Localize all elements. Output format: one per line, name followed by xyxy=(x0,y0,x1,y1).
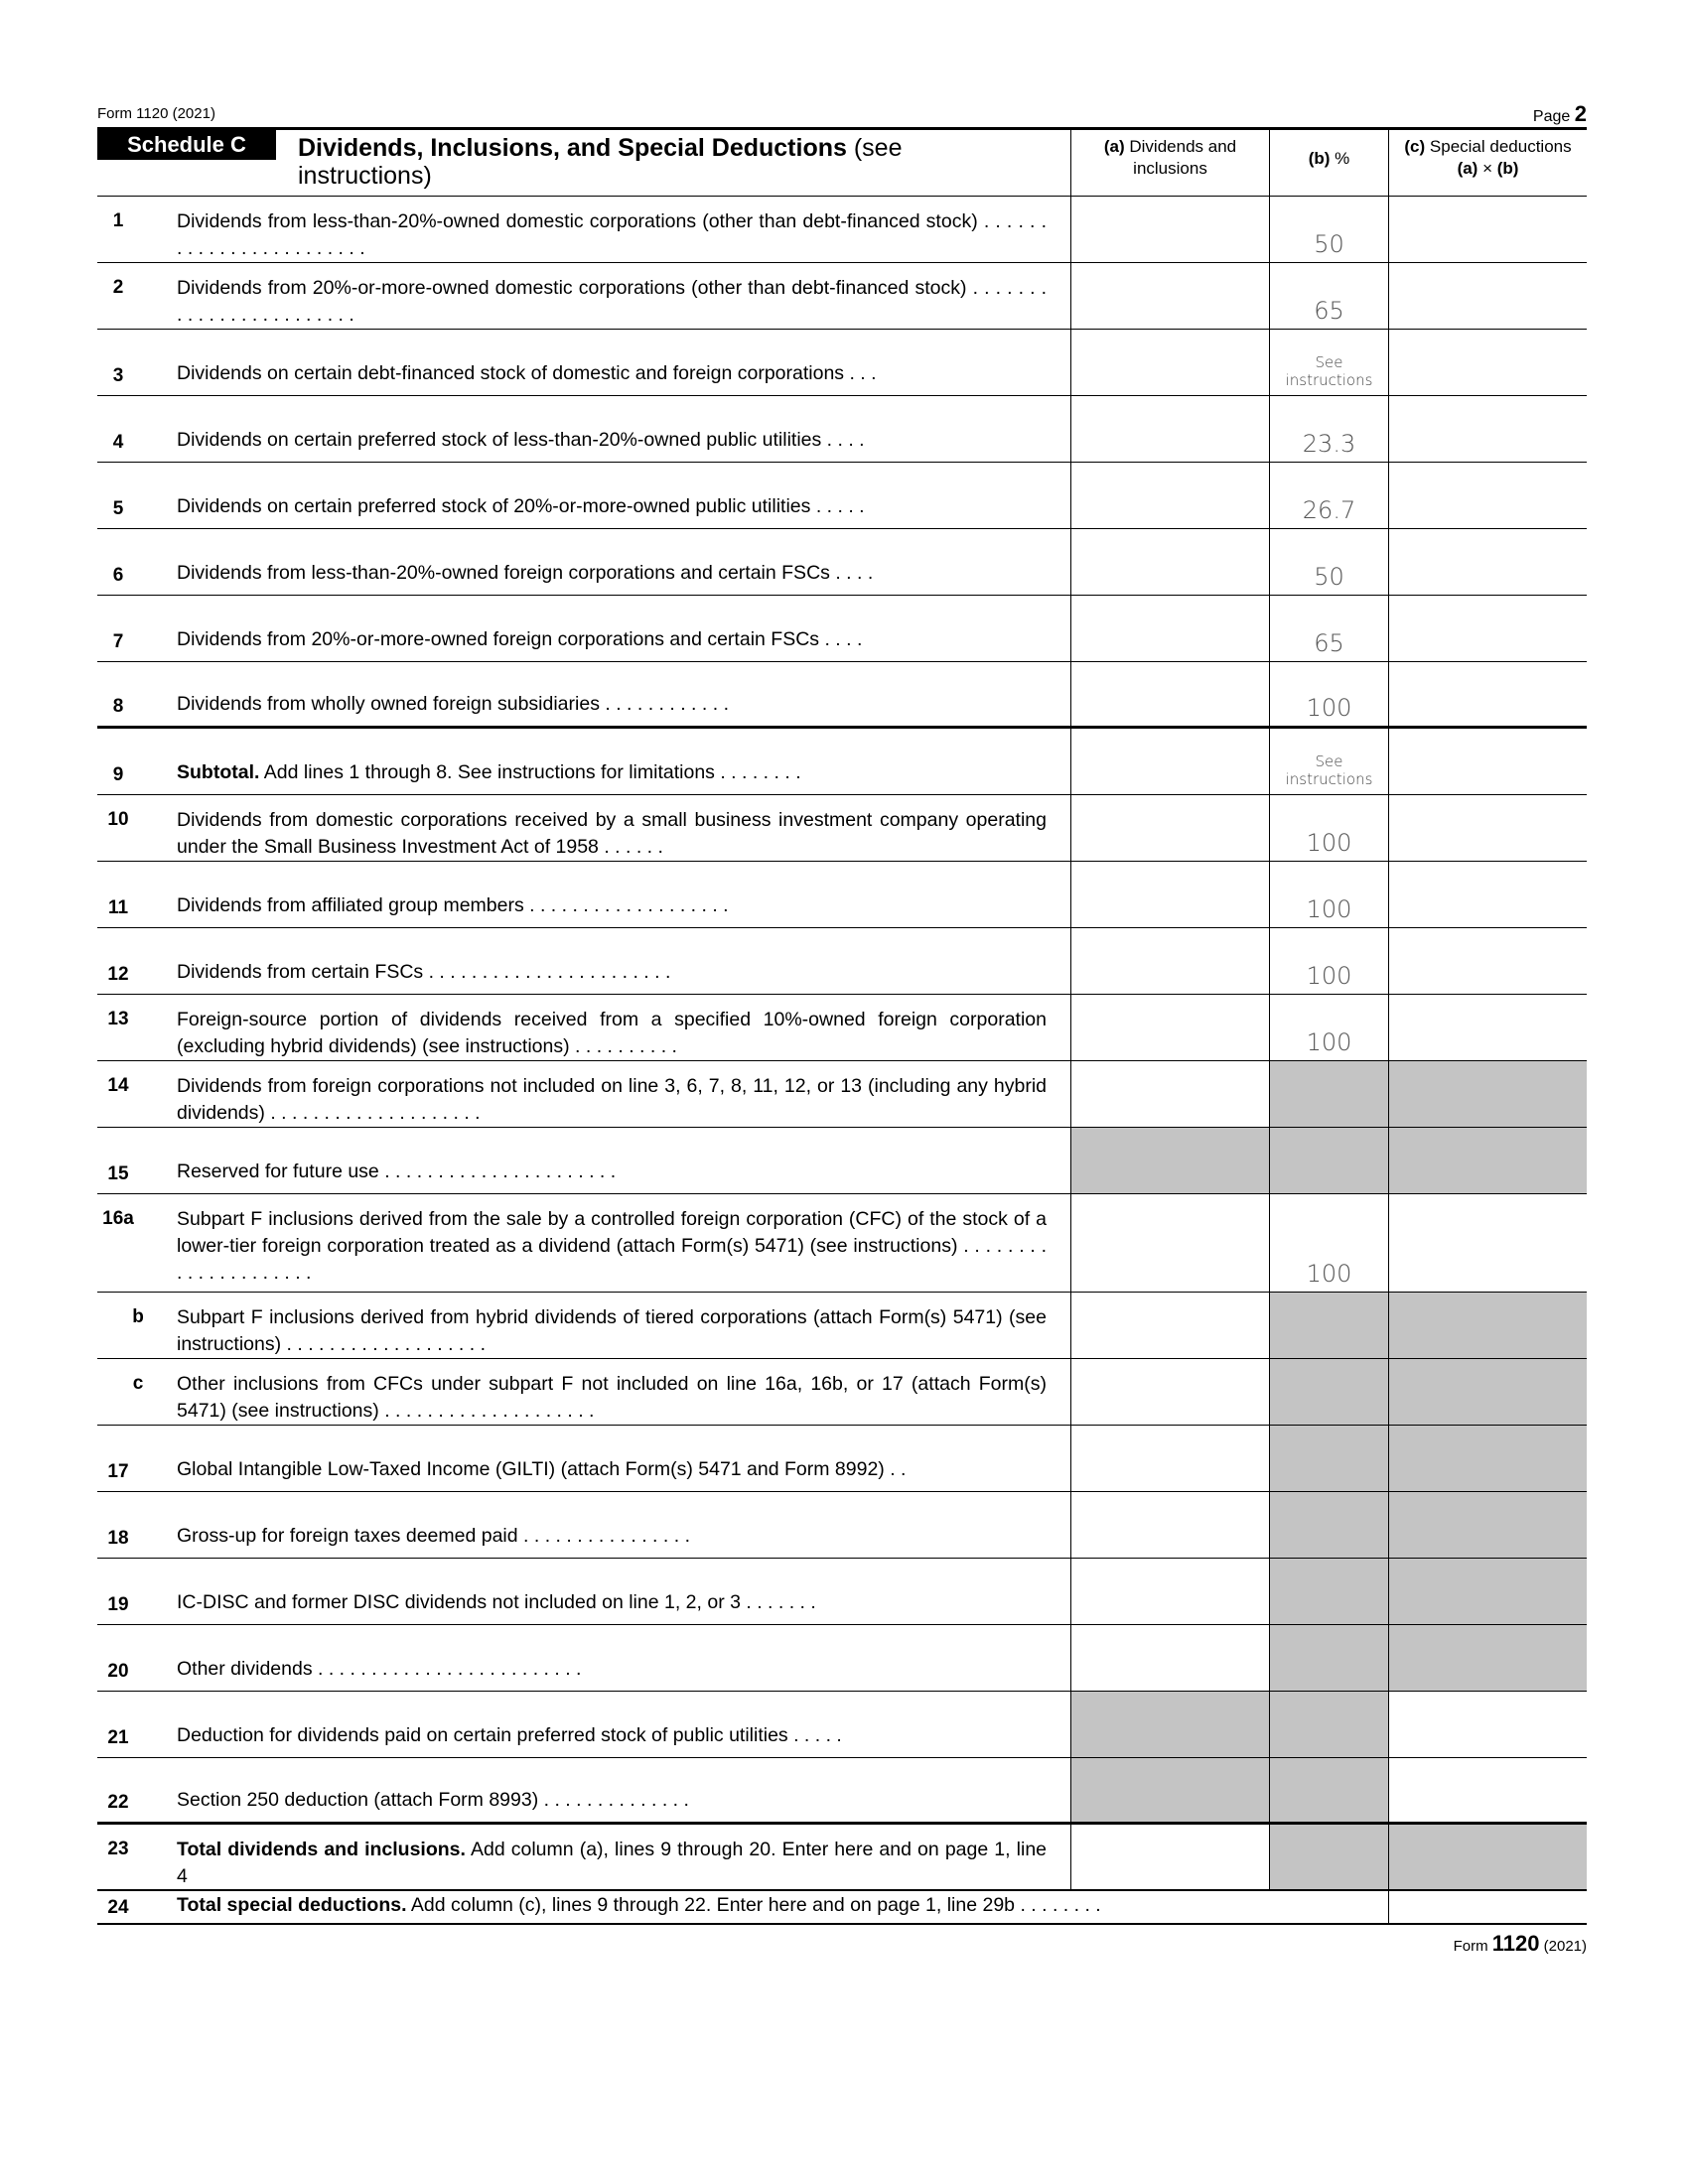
line-16a-deduction-field[interactable] xyxy=(1388,1194,1587,1292)
line-18-dividends-input[interactable] xyxy=(1071,1492,1269,1558)
line-12-deduction-input[interactable] xyxy=(1389,928,1587,994)
line-13: 13 Foreign-source portion of dividends received from a specified 10%-owned foreign corporation (excluding hybrid dividends) (see instructions) . . . . . . . . . . 100 xyxy=(97,995,1587,1061)
line-4-dividends-input[interactable] xyxy=(1071,396,1269,462)
line-23-dividends-input[interactable] xyxy=(1071,1825,1269,1889)
line-6-deduction-field[interactable] xyxy=(1388,529,1587,595)
line-15-deduction-shaded xyxy=(1388,1128,1587,1193)
line-7: 7 Dividends from 20%-or-more-owned foreign corporations and certain FSCs . . . . 65 xyxy=(97,596,1587,662)
line-1-deduction-field[interactable] xyxy=(1388,197,1587,262)
line-24-deduction-input[interactable] xyxy=(1389,1891,1587,1923)
line-17: 17 Global Intangible Low-Taxed Income (GILTI) (attach Form(s) 5471 and Form 8992) . . xyxy=(97,1426,1587,1492)
line-5-dividends-input[interactable] xyxy=(1071,463,1269,528)
line-17-deduction-shaded xyxy=(1388,1426,1587,1491)
line-16c-dividends-field[interactable] xyxy=(1070,1359,1269,1425)
page-header xyxy=(97,99,1587,127)
line-5: 5 Dividends on certain preferred stock of 20%-or-more-owned public utilities . . . . . 26.7 xyxy=(97,463,1587,529)
line-13-dividends-field[interactable] xyxy=(1070,995,1269,1060)
line-13-deduction-input[interactable] xyxy=(1389,995,1587,1060)
schedule-title: Dividends, Inclusions, and Special Deductions (see instructions) xyxy=(298,134,903,190)
line-14-deduction-shaded xyxy=(1388,1061,1587,1127)
line-20-dividends-field[interactable] xyxy=(1070,1625,1269,1691)
line-16c-deduction-shaded xyxy=(1388,1359,1587,1425)
line-10-percent: 100 xyxy=(1269,795,1388,861)
line-8-dividends-field[interactable] xyxy=(1070,662,1269,726)
line-3-percent: See instructions xyxy=(1269,330,1388,395)
line-4-deduction-input[interactable] xyxy=(1389,396,1587,462)
line-4-percent: 23.3 xyxy=(1269,396,1388,462)
line-3: 3 Dividends on certain debt-financed stock of domestic and foreign corporations . . . See instructions xyxy=(97,330,1587,396)
line-7-percent: 65 xyxy=(1269,596,1388,661)
line-10-deduction-field[interactable] xyxy=(1388,795,1587,861)
footer-form-id: Form 1120 (2021) xyxy=(1453,1931,1587,1956)
line-23-dividends-field[interactable] xyxy=(1070,1825,1269,1889)
line-16a: 16a Subpart F inclusions derived from the sale by a controlled foreign corporation (CFC) of the stock of a lower-tier foreign corporation treated as a dividend (attach Form(s) 5471) (see instructions) . . . . . . . . . . . . . . . . . . . . . 100 xyxy=(97,1194,1587,1293)
line-10-dividends-input[interactable] xyxy=(1071,795,1269,861)
line-16b-percent-shaded xyxy=(1269,1293,1388,1358)
line-14-dividends-field[interactable] xyxy=(1070,1061,1269,1127)
line-11: 11 Dividends from affiliated group members . . . . . . . . . . . . . . . . . . . 100 xyxy=(97,862,1587,928)
line-9-percent: See instructions xyxy=(1269,729,1388,794)
line-8-deduction-input[interactable] xyxy=(1389,662,1587,726)
line-16c-dividends-input[interactable] xyxy=(1071,1359,1269,1425)
line-11-dividends-field[interactable] xyxy=(1070,862,1269,927)
line-2-dividends-input[interactable] xyxy=(1071,263,1269,329)
line-15: 15 Reserved for future use . . . . . . . . . . . . . . . . . . . . . . xyxy=(97,1128,1587,1194)
line-8-percent: 100 xyxy=(1269,662,1388,726)
schedule-label: Schedule C xyxy=(97,130,276,160)
line-4-deduction-field[interactable] xyxy=(1388,396,1587,462)
line-5-deduction-input[interactable] xyxy=(1389,463,1587,528)
line-14-percent-shaded xyxy=(1269,1061,1388,1127)
line-18: 18 Gross-up for foreign taxes deemed paid . . . . . . . . . . . . . . . . xyxy=(97,1492,1587,1559)
line-16b-dividends-field[interactable] xyxy=(1070,1293,1269,1358)
line-6: 6 Dividends from less-than-20%-owned foreign corporations and certain FSCs . . . . 50 xyxy=(97,529,1587,596)
line-11-dividends-input[interactable] xyxy=(1071,862,1269,927)
line-24-deduction-field[interactable] xyxy=(1388,1891,1587,1923)
line-14: 14 Dividends from foreign corporations not included on line 3, 6, 7, 8, 11, 12, or 13 (including any hybrid dividends) . . . . . . . . . . . . . . . . . . . . xyxy=(97,1061,1587,1128)
line-7-dividends-field[interactable] xyxy=(1070,596,1269,661)
line-24: 24 Total special deductions. Add column (c), lines 9 through 22. Enter here and on page 1, line 29b . . . . . . . . xyxy=(97,1891,1587,1925)
line-13-deduction-field[interactable] xyxy=(1388,995,1587,1060)
line-22: 22 Section 250 deduction (attach Form 8993) . . . . . . . . . . . . . . xyxy=(97,1758,1587,1825)
line-16a-deduction-input[interactable] xyxy=(1389,1194,1587,1292)
line-20: 20 Other dividends . . . . . . . . . . . . . . . . . . . . . . . . . xyxy=(97,1625,1587,1692)
column-a-header: (a) Dividends and inclusions xyxy=(1070,130,1269,196)
line-11-deduction-input[interactable] xyxy=(1389,862,1587,927)
line-17-percent-shaded xyxy=(1269,1426,1388,1491)
line-1-dividends-field[interactable] xyxy=(1070,197,1269,262)
line-10: 10 Dividends from domestic corporations received by a small business investment company operating under the Small Business Investment Act of 1958 . . . . . . 100 xyxy=(97,795,1587,862)
line-12-deduction-field[interactable] xyxy=(1388,928,1587,994)
line-11-percent: 100 xyxy=(1269,862,1388,927)
line-8: 8 Dividends from wholly owned foreign subsidiaries . . . . . . . . . . . . 100 xyxy=(97,662,1587,729)
line-2: 2 Dividends from 20%-or-more-owned domestic corporations (other than debt-financed stock) . . . . . . . . . . . . . . . . . . . . . . . . 65 xyxy=(97,263,1587,330)
line-19-dividends-field[interactable] xyxy=(1070,1559,1269,1624)
line-14-dividends-input[interactable] xyxy=(1071,1061,1269,1127)
line-1-dividends-input[interactable] xyxy=(1071,197,1269,262)
line-5-dividends-field[interactable] xyxy=(1070,463,1269,528)
column-c-header: (c) Special deductions (a) × (b) xyxy=(1388,130,1587,196)
line-21-deduction-field[interactable] xyxy=(1388,1692,1587,1757)
line-19-deduction-shaded xyxy=(1388,1559,1587,1624)
line-6-deduction-input[interactable] xyxy=(1389,529,1587,595)
form-page xyxy=(97,99,1587,1955)
line-10-deduction-input[interactable] xyxy=(1389,795,1587,861)
line-16b-deduction-shaded xyxy=(1388,1293,1587,1358)
line-2-deduction-field[interactable] xyxy=(1388,263,1587,329)
line-16a-percent: 100 xyxy=(1269,1194,1388,1292)
line-6-dividends-field[interactable] xyxy=(1070,529,1269,595)
line-18-dividends-field[interactable] xyxy=(1070,1492,1269,1558)
line-12: 12 Dividends from certain FSCs . . . . . . . . . . . . . . . . . . . . . . . 100 xyxy=(97,928,1587,995)
line-16a-dividends-input[interactable] xyxy=(1071,1194,1269,1292)
line-5-percent: 26.7 xyxy=(1269,463,1388,528)
line-16a-dividends-field[interactable] xyxy=(1070,1194,1269,1292)
line-9-dividends-input[interactable] xyxy=(1071,729,1269,794)
line-18-deduction-shaded xyxy=(1388,1492,1587,1558)
line-3-deduction-field[interactable] xyxy=(1388,330,1587,395)
line-7-deduction-input[interactable] xyxy=(1389,596,1587,661)
line-1-deduction-input[interactable] xyxy=(1389,197,1587,262)
line-5-deduction-field[interactable] xyxy=(1388,463,1587,528)
line-18-percent-shaded xyxy=(1269,1492,1388,1558)
line-22-dividends-shaded xyxy=(1070,1758,1269,1822)
page-number: Page 2 xyxy=(1532,101,1587,126)
line-19-dividends-input[interactable] xyxy=(1071,1559,1269,1624)
line-22-percent-shaded xyxy=(1269,1758,1388,1822)
line-3-dividends-field[interactable] xyxy=(1070,330,1269,395)
line-3-deduction-input[interactable] xyxy=(1389,330,1587,395)
line-19-percent-shaded xyxy=(1269,1559,1388,1624)
line-20-percent-shaded xyxy=(1269,1625,1388,1691)
line-7-deduction-field[interactable] xyxy=(1388,596,1587,661)
line-1: 1 Dividends from less-than-20%-owned domestic corporations (other than debt-financed stock) . . . . . . . . . . . . . . . . . . . . . . . . 50 xyxy=(97,197,1587,263)
line-9-deduction-input[interactable] xyxy=(1389,729,1587,794)
line-2-dividends-field[interactable] xyxy=(1070,263,1269,329)
line-21-percent-shaded xyxy=(1269,1692,1388,1757)
line-12-percent: 100 xyxy=(1269,928,1388,994)
line-17-dividends-field[interactable] xyxy=(1070,1426,1269,1491)
line-23: 23 Total dividends and inclusions. Add column (a), lines 9 through 20. Enter here and on page 1, line 4 xyxy=(97,1825,1587,1891)
line-16b-dividends-input[interactable] xyxy=(1071,1293,1269,1358)
line-9-deduction-field[interactable] xyxy=(1388,729,1587,794)
line-21: 21 Deduction for dividends paid on certain preferred stock of public utilities . . . . . xyxy=(97,1692,1587,1758)
line-19: 19 IC-DISC and former DISC dividends not included on line 1, 2, or 3 . . . . . . . xyxy=(97,1559,1587,1625)
schedule-header xyxy=(97,127,1587,197)
line-22-deduction-input[interactable] xyxy=(1389,1758,1587,1822)
line-2-percent: 65 xyxy=(1269,263,1388,329)
line-16c-percent-shaded xyxy=(1269,1359,1388,1425)
line-9: 9 Subtotal. Add lines 1 through 8. See instructions for limitations . . . . . . . . See instructions xyxy=(97,729,1587,795)
line-21-dividends-shaded xyxy=(1070,1692,1269,1757)
line-21-deduction-input[interactable] xyxy=(1389,1692,1587,1757)
line-11-deduction-field[interactable] xyxy=(1388,862,1587,927)
line-2-deduction-input[interactable] xyxy=(1389,263,1587,329)
line-15-percent-shaded xyxy=(1269,1128,1388,1193)
line-4-dividends-field[interactable] xyxy=(1070,396,1269,462)
line-12-dividends-input[interactable] xyxy=(1071,928,1269,994)
line-20-deduction-shaded xyxy=(1388,1625,1587,1691)
column-b-header: (b) % xyxy=(1269,130,1388,196)
line-16b: b Subpart F inclusions derived from hybrid dividends of tiered corporations (attach Form(s) 5471) (see instructions) . . . . . . . . . . . . . . . . . . . xyxy=(97,1293,1587,1359)
line-6-dividends-input[interactable] xyxy=(1071,529,1269,595)
line-9-dividends-field[interactable] xyxy=(1070,729,1269,794)
line-8-dividends-input[interactable] xyxy=(1071,662,1269,726)
line-8-deduction-field[interactable] xyxy=(1388,662,1587,726)
line-22-deduction-field[interactable] xyxy=(1388,1758,1587,1822)
line-20-dividends-input[interactable] xyxy=(1071,1625,1269,1691)
line-23-deduction-shaded xyxy=(1388,1825,1587,1889)
line-15-dividends-shaded xyxy=(1070,1128,1269,1193)
line-13-percent: 100 xyxy=(1269,995,1388,1060)
line-7-dividends-input[interactable] xyxy=(1071,596,1269,661)
page-footer xyxy=(97,1925,1587,1955)
line-17-dividends-input[interactable] xyxy=(1071,1426,1269,1491)
line-12-dividends-field[interactable] xyxy=(1070,928,1269,994)
line-23-percent-shaded xyxy=(1269,1825,1388,1889)
line-13-dividends-input[interactable] xyxy=(1071,995,1269,1060)
line-10-dividends-field[interactable] xyxy=(1070,795,1269,861)
form-reference: Form 1120 (2021) xyxy=(97,105,215,122)
line-4: 4 Dividends on certain preferred stock of less-than-20%-owned public utilities . . . . 23.3 xyxy=(97,396,1587,463)
line-1-percent: 50 xyxy=(1269,197,1388,262)
line-6-percent: 50 xyxy=(1269,529,1388,595)
line-3-dividends-input[interactable] xyxy=(1071,330,1269,395)
line-16c: c Other inclusions from CFCs under subpart F not included on line 16a, 16b, or 17 (attach Form(s) 5471) (see instructions) . . . . . . . . . . . . . . . . . . . . xyxy=(97,1359,1587,1426)
